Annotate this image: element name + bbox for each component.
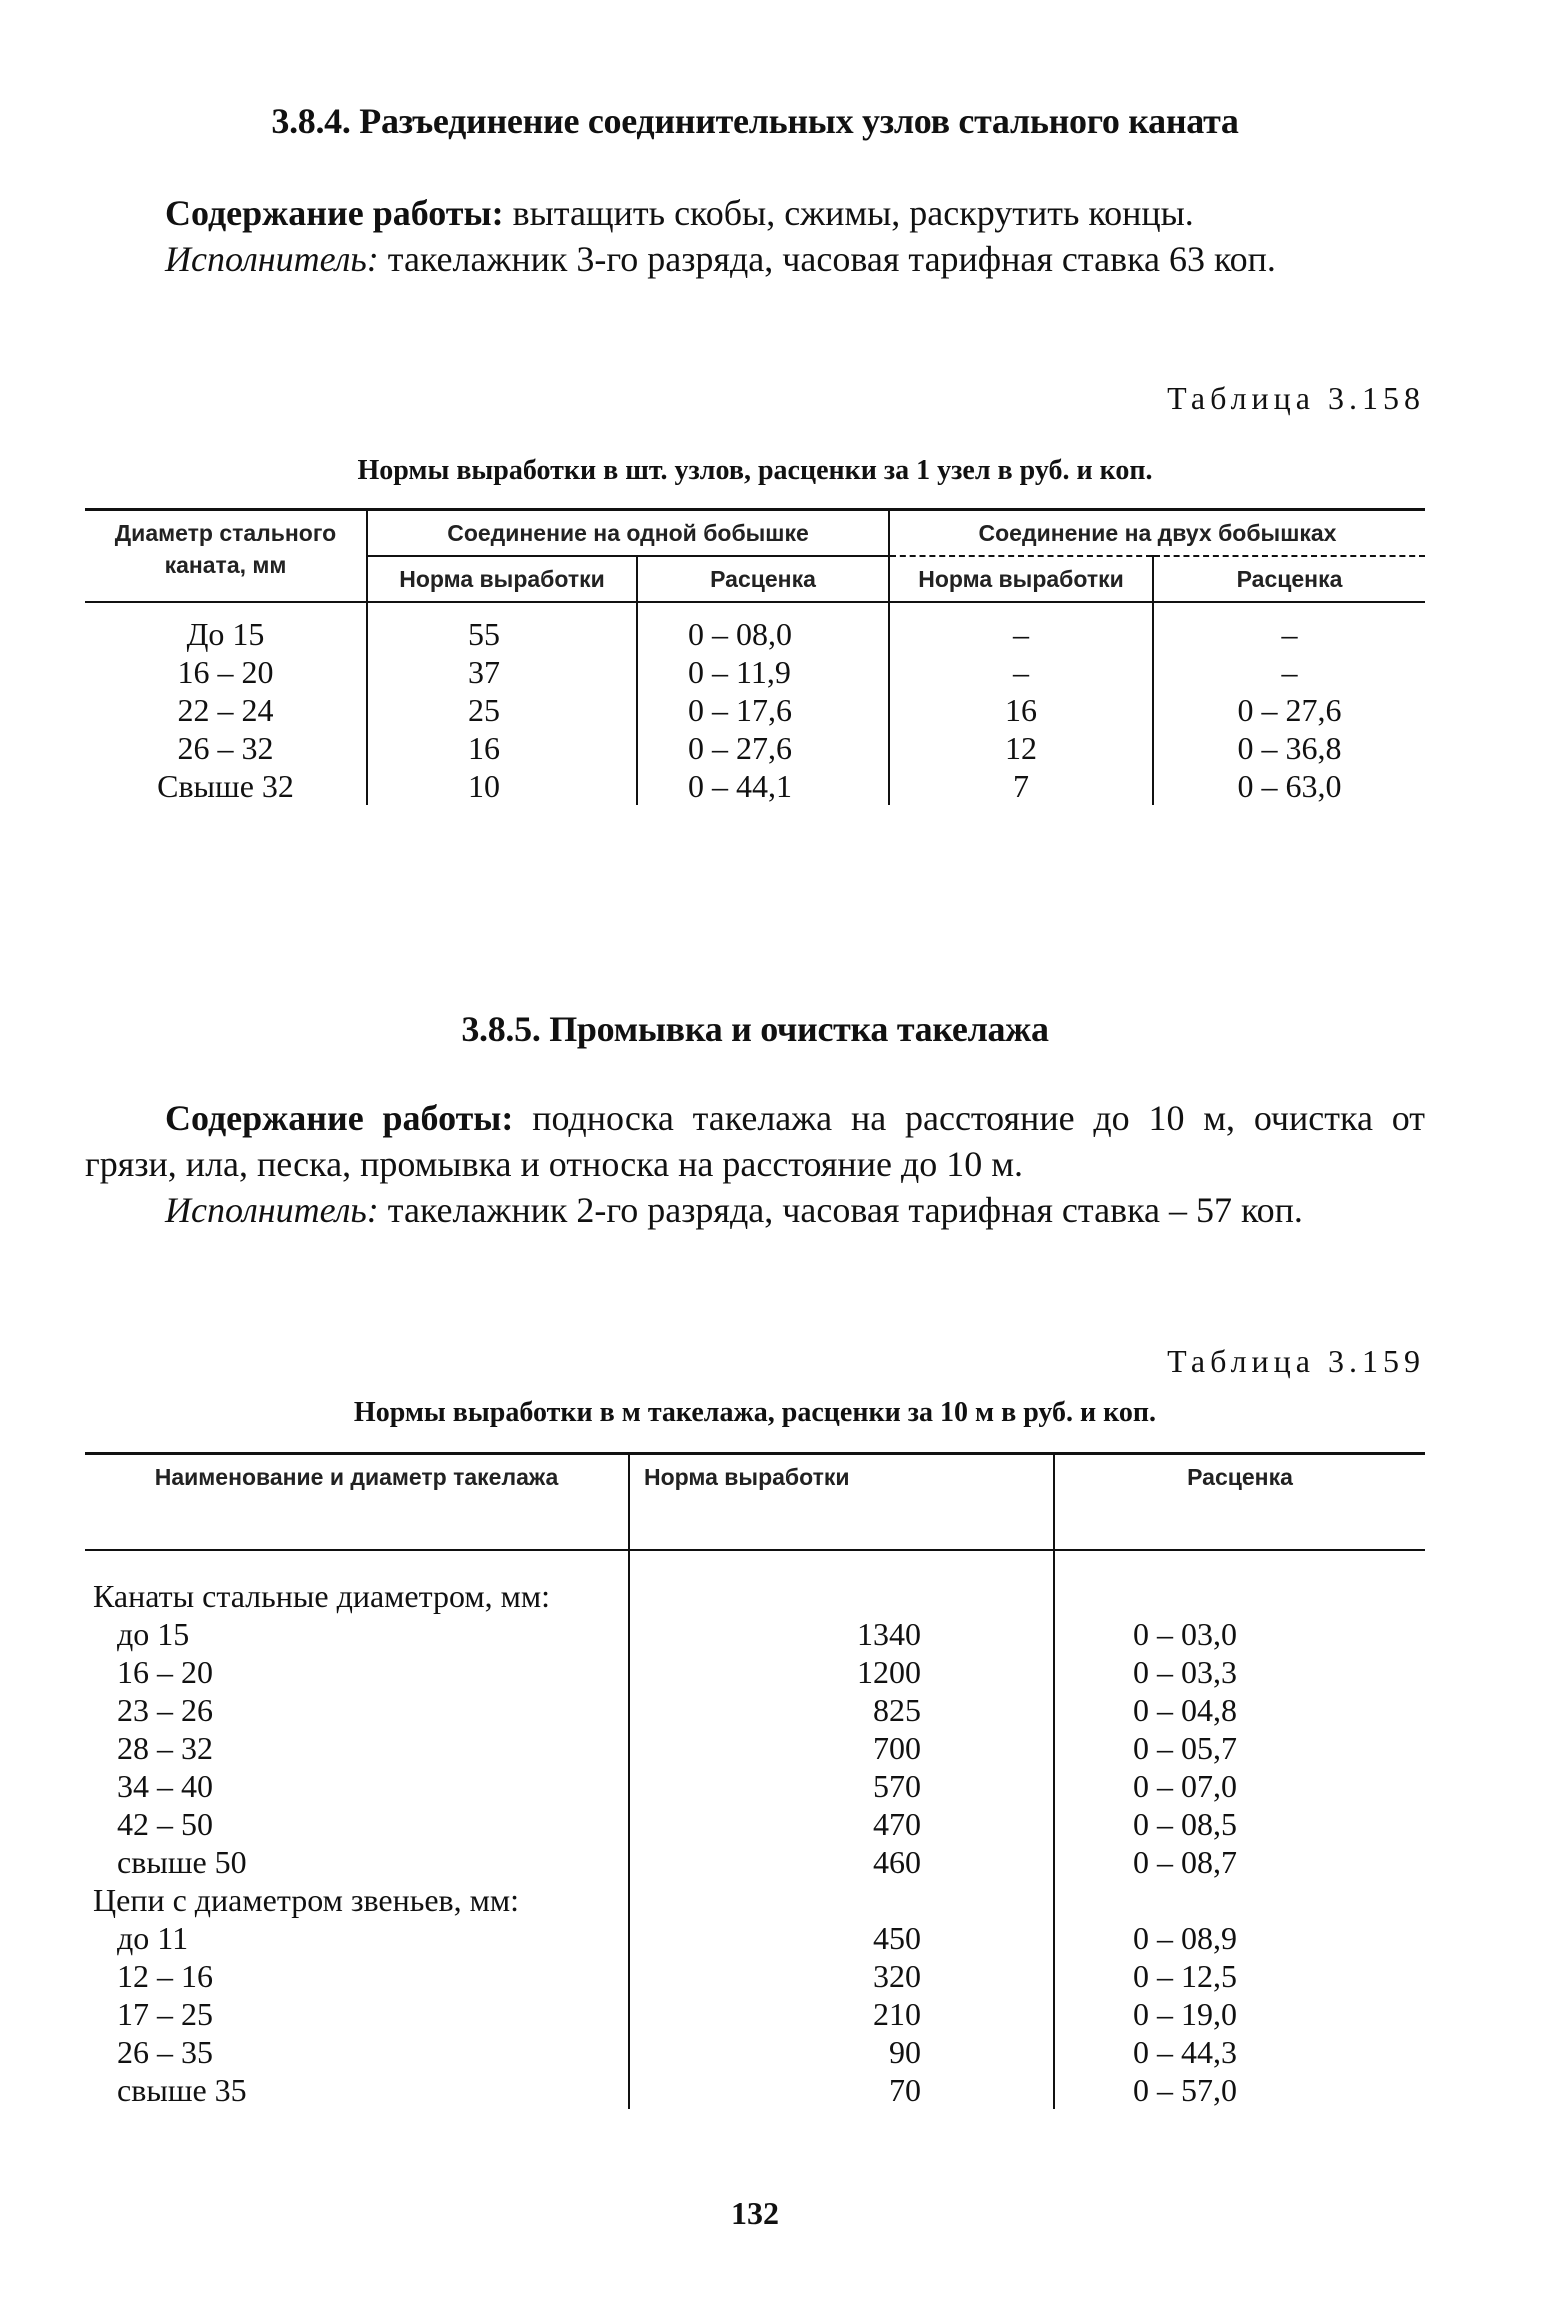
table-row xyxy=(85,767,1425,805)
group-row xyxy=(85,1881,1425,1919)
cell-norm: 460 xyxy=(629,1843,1054,1881)
performer-label: Исполнитель: xyxy=(165,1190,379,1230)
group-title-ropes: Канаты стальные диаметром, мм: xyxy=(93,1578,551,1614)
cell-rate: 0 – 05,7 xyxy=(1054,1729,1425,1767)
header-norm: Норма выработки xyxy=(367,556,637,602)
cell-rate: 0 – 04,8 xyxy=(1054,1691,1425,1729)
performer-text: такелажник 2-го разряда, часовая тарифная ставка – 57 коп. xyxy=(378,1190,1303,1230)
cell-rate: 0 – 12,5 xyxy=(1054,1957,1425,1995)
cell-rate: 0 – 07,0 xyxy=(1054,1767,1425,1805)
table-row xyxy=(85,1957,1425,1995)
group-title-chains: Цепи с диаметром звеньев, мм: xyxy=(93,1882,520,1918)
table-number-3-158: Таблица 3.158 xyxy=(1167,380,1425,416)
table-row xyxy=(85,653,1425,691)
header-norm: Норма выработки xyxy=(629,1454,1054,1551)
content-label: Содержание работы: xyxy=(165,1098,514,1138)
cell-norm: 700 xyxy=(629,1729,1054,1767)
cell-rate: 0 – 03,0 xyxy=(1054,1615,1425,1653)
cell-norm1: 16 xyxy=(367,729,637,767)
cell-name: 16 – 20 xyxy=(117,1654,213,1690)
cell-norm2: 12 xyxy=(889,729,1153,767)
header-rate: Расценка xyxy=(1054,1454,1425,1551)
cell-norm: 320 xyxy=(629,1957,1054,1995)
table-row xyxy=(85,602,1425,653)
cell-rate2: – xyxy=(1153,602,1425,653)
table2-caption: Нормы выработки в м такелажа, расценки за 10 м в руб. и коп. xyxy=(353,1397,1157,1428)
cell-norm: 1200 xyxy=(629,1653,1054,1691)
cell-norm: 1340 xyxy=(629,1615,1054,1653)
header-norm2: Норма выработки xyxy=(889,556,1153,602)
table-row xyxy=(85,1805,1425,1843)
performer-text: такелажник 3-го разряда, часовая тарифная ставка 63 коп. xyxy=(378,239,1276,279)
cell-diameter: 22 – 24 xyxy=(177,692,274,728)
cell-norm: 90 xyxy=(629,2033,1054,2071)
cell-name: 42 – 50 xyxy=(117,1806,213,1842)
cell-norm: 825 xyxy=(629,1691,1054,1729)
cell-rate: 0 – 44,3 xyxy=(1054,2033,1425,2071)
cell-rate2: 0 – 36,8 xyxy=(1153,729,1425,767)
table-row xyxy=(85,1919,1425,1957)
cell-rate1: 0 – 11,9 xyxy=(637,653,889,691)
cell-rate: 0 – 08,5 xyxy=(1054,1805,1425,1843)
section2-content xyxy=(85,1095,1425,1233)
performer-label: Исполнитель: xyxy=(165,239,379,279)
cell-diameter: 16 – 20 xyxy=(177,654,274,690)
section-title-3-8-5: 3.8.5. Промывка и очистка такелажа xyxy=(461,1009,1049,1049)
cell-norm: 70 xyxy=(629,2071,1054,2109)
cell-name: свыше 35 xyxy=(117,2072,247,2108)
cell-norm1: 10 xyxy=(367,767,637,805)
group-row xyxy=(85,1550,1425,1615)
table-row xyxy=(85,729,1425,767)
cell-name: 26 – 35 xyxy=(117,2034,213,2070)
table-3-159 xyxy=(85,1452,1425,2109)
cell-rate2: – xyxy=(1153,653,1425,691)
table1-caption: Нормы выработки в шт. узлов, расценки за 1 узел в руб. и коп. xyxy=(357,455,1153,486)
cell-norm: 450 xyxy=(629,1919,1054,1957)
table-row xyxy=(85,691,1425,729)
header-rate2: Расценка xyxy=(1153,556,1425,602)
content-label: Содержание работы: xyxy=(165,193,504,233)
cell-rate: 0 – 03,3 xyxy=(1054,1653,1425,1691)
cell-norm2: – xyxy=(889,602,1153,653)
cell-norm1: 55 xyxy=(367,602,637,653)
content-text: вытащить скобы, сжимы, раскрутить концы. xyxy=(503,193,1194,233)
cell-name: свыше 50 xyxy=(117,1844,247,1880)
header-double: Соединение на двух бобышках xyxy=(889,510,1425,557)
cell-name: 23 – 26 xyxy=(117,1692,213,1728)
cell-norm2: 16 xyxy=(889,691,1153,729)
header-name: Наименование и диаметр такелажа xyxy=(85,1454,629,1551)
page-number: 132 xyxy=(731,2195,779,2231)
table-row xyxy=(85,1653,1425,1691)
cell-rate1: 0 – 17,6 xyxy=(637,691,889,729)
header-single: Соединение на одной бобышке xyxy=(367,510,889,557)
table-row xyxy=(85,1615,1425,1653)
cell-norm: 570 xyxy=(629,1767,1054,1805)
cell-rate: 0 – 08,7 xyxy=(1054,1843,1425,1881)
cell-name: 12 – 16 xyxy=(117,1958,213,1994)
cell-diameter: 26 – 32 xyxy=(177,730,274,766)
cell-rate2: 0 – 63,0 xyxy=(1153,767,1425,805)
cell-name: 34 – 40 xyxy=(117,1768,213,1804)
cell-rate: 0 – 08,9 xyxy=(1054,1919,1425,1957)
cell-norm: 470 xyxy=(629,1805,1054,1843)
table-row xyxy=(85,1995,1425,2033)
content-text: подноска такелажа на расстояние до 10 м, очистка от грязи, ила, песка, промывка и относка на расстояние до 10 м. xyxy=(85,1098,1425,1184)
section-title-3-8-4: 3.8.4. Разъединение соединительных узлов стального каната xyxy=(271,101,1239,141)
cell-rate1: 0 – 27,6 xyxy=(637,729,889,767)
cell-norm1: 37 xyxy=(367,653,637,691)
cell-rate: 0 – 19,0 xyxy=(1054,1995,1425,2033)
table-number-3-159: Таблица 3.159 xyxy=(1167,1343,1425,1379)
cell-norm2: 7 xyxy=(889,767,1153,805)
cell-name: до 15 xyxy=(117,1616,190,1652)
cell-name: до 11 xyxy=(117,1920,189,1956)
table-row xyxy=(85,2033,1425,2071)
table-row xyxy=(85,1767,1425,1805)
header-diameter: Диаметр стального каната, мм xyxy=(85,510,367,603)
table-row xyxy=(85,2071,1425,2109)
cell-name: 28 – 32 xyxy=(117,1730,213,1766)
table-row xyxy=(85,1691,1425,1729)
cell-diameter: До 15 xyxy=(186,616,265,652)
cell-diameter: Свыше 32 xyxy=(157,768,294,804)
cell-norm1: 25 xyxy=(367,691,637,729)
cell-rate: 0 – 57,0 xyxy=(1054,2071,1425,2109)
cell-name: 17 – 25 xyxy=(117,1996,213,2032)
table-row xyxy=(85,1729,1425,1767)
table-row xyxy=(85,1843,1425,1881)
cell-norm: 210 xyxy=(629,1995,1054,2033)
cell-rate1: 0 – 08,0 xyxy=(637,602,889,653)
table-3-158 xyxy=(85,508,1425,805)
section1-content xyxy=(85,190,1425,282)
cell-norm2: – xyxy=(889,653,1153,691)
header-rate: Расценка xyxy=(637,556,889,602)
cell-rate1: 0 – 44,1 xyxy=(637,767,889,805)
cell-rate2: 0 – 27,6 xyxy=(1153,691,1425,729)
